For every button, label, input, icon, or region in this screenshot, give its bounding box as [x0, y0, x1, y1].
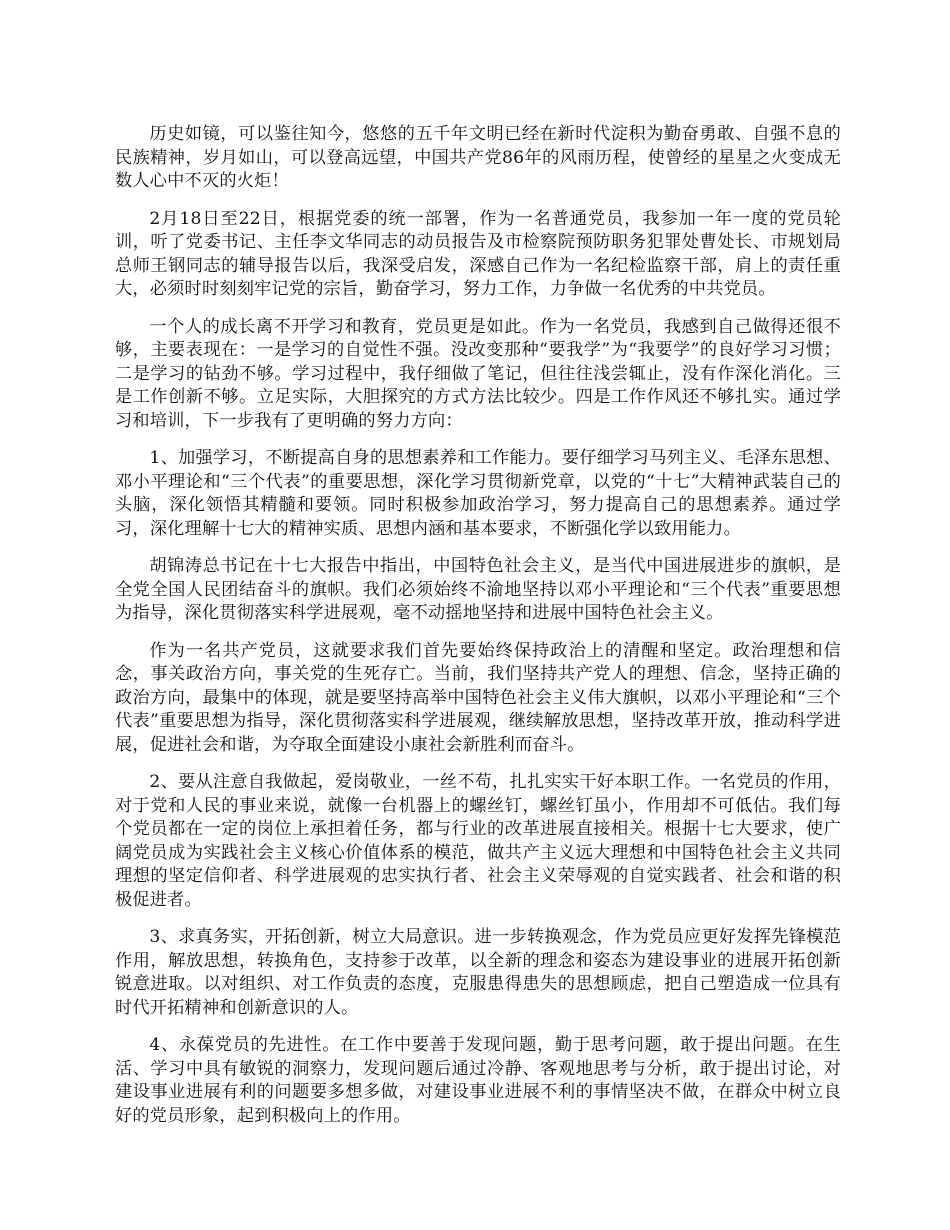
paragraph-history-intro: 历史如镜，可以鉴往知今，悠悠的五千年文明已经在新时代淀积为勤奋勇敢、自强不息的民族精神，岁月如山，可以登高远望，中国共产党86年的风雨历程，使曾经的星星之火变成无数人心中不灭的火炬！: [115, 124, 841, 191]
document-body: [115, 123, 841, 1142]
paragraph-report-quote: 胡锦涛总书记在十七大报告中指出，中国特色社会主义，是当代中国进展进步的旗帜，是全党全国人民团结奋斗的旗帜。我们必须始终不渝地坚持以邓小平理论和“三个代表”重要思想为指导，深化贯彻落实科学进展观，毫不动摇地坚持和进展中国特色社会主义。: [115, 556, 841, 623]
paragraph-point-2-dedication: 2、要从注意自我做起，爱岗敬业，一丝不苟，扎扎实实干好本职工作。一名党员的作用，对于党和人民的事业来说，就像一台机器上的螺丝钉，螺丝钉虽小，作用却不可低估。我们每个党员都在一定的岗位上承担着任务，都与行业的改革进展直接相关。根据十七大要求，使广阔党员成为实践社会主义核心价值体系的模范，做共产主义远大理想和中国特色社会主义共同理想的坚定信仰者、科学进展观的忠实执行者、社会主义荣辱观的自觉实践者、社会和谐的积极促进者。: [115, 772, 841, 910]
paragraph-point-4-advancement: 4、永葆党员的先进性。在工作中要善于发现问题，勤于思考问题，敢于提出问题。在生活、学习中具有敏锐的洞察力，发现问题后通过冷静、客观地思考与分析，敢于提出讨论，对建设事业进展有利的问题要多想多做，对建设事业进展不利的事情坚决不做，在群众中树立良好的党员形象，起到积极向上的作用。: [115, 1035, 841, 1126]
paragraph-training-report: 2月18日至22日，根据党委的统一部署，作为一名普通党员，我参加一年一度的党员轮训，听了党委书记、主任李文华同志的动员报告及市检察院预防职务犯罪处曹处长、市规划局总师王钢同志的辅导报告以后，我深受启发，深感自己作为一名纪检监察干部，肩上的责任重大，必须时时刻刻牢记党的宗旨，勤奋学习，努力工作，力争做一名优秀的中共党员。: [115, 208, 841, 299]
paragraph-point-1-study: 1、加强学习，不断提高自身的思想素养和工作能力。要仔细学习马列主义、毛泽东思想、邓小平理论和“三个代表”的重要思想，深化学习贯彻新党章，以党的“十七”大精神武装自己的头脑，深化领悟其精髓和要领。同时积极参加政治学习，努力提高自己的思想素养。通过学习，深化理解十七大的精神实质、思想内涵和基本要求，不断强化学以致用能力。: [115, 448, 841, 539]
paragraph-self-assessment: 一个人的成长离不开学习和教育，党员更是如此。作为一名党员，我感到自己做得还很不够，主要表现在：一是学习的自觉性不强。没改变那种“要我学”为“我要学”的良好学习习惯；二是学习的钻劲不够。学习过程中，我仔细做了笔记，但往往浅尝辄止，没有作深化消化。三是工作创新不够。立足实际，大胆探究的方式方法比较少。四是工作作风还不够扎实。通过学习和培训，下一步我有了更明确的努力方向：: [115, 316, 841, 431]
paragraph-political-firmness: 作为一名共产党员，这就要求我们首先要始终保持政治上的清醒和坚定。政治理想和信念，事关政治方向，事关党的生死存亡。当前，我们坚持共产党人的理想、信念，坚持正确的政治方向，最集中的体现，就是要坚持高举中国特色社会主义伟大旗帜，以邓小平理论和“三个代表”重要思想为指导，深化贯彻落实科学进展观，继续解放思想，坚持改革开放，推动科学进展，促进社会和谐，为夺取全面建设小康社会新胜利而奋斗。: [115, 640, 841, 755]
paragraph-point-3-innovation: 3、求真务实，开拓创新，树立大局意识。进一步转换观念，作为党员应更好发挥先锋模范作用，解放思想，转换角色，支持参于改革，以全新的理念和姿态为建设事业的进展开拓创新锐意进取。以对组织、对工作负责的态度，克服患得患失的思想顾虑，把自己塑造成一位具有时代开拓精神和创新意识的人。: [115, 927, 841, 1018]
